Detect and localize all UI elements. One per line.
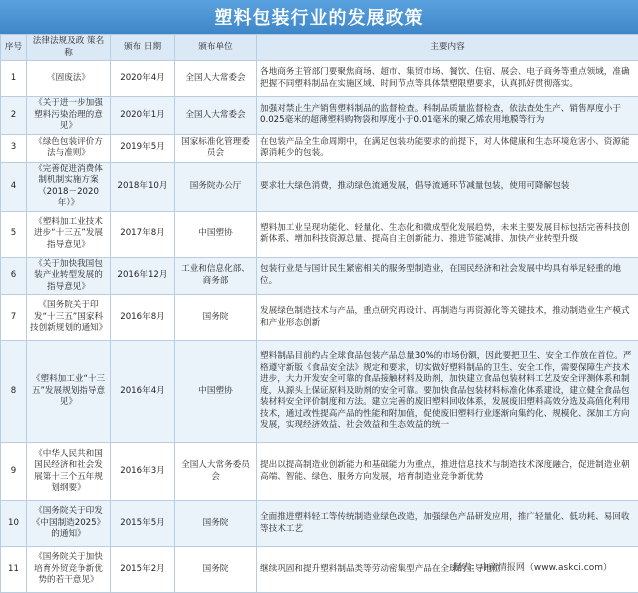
row-date: 2019年5月 [111,134,175,162]
table-row [1,295,638,341]
page-title: 塑料包装行业的发展政策 [215,4,424,30]
table-row [1,257,638,295]
table-row [1,134,638,162]
row-date: 2015年2月 [111,547,175,593]
row-content: 全面推进塑料轻工等传统制造业绿色改造，加强绿色产品研发应用，推广轻量化、低功耗、易回收等技术工艺 [257,501,638,547]
row-content: 发展绿色制造技术与产品，重点研究再设计、再制造与再资源化等关键技术，推动制造业生产模式和产业形态创新 [257,295,638,341]
header-no: 序号 [1,35,27,61]
row-no: 7 [1,295,27,341]
row-unit: 国务院 [175,295,257,341]
row-name: 《国务院关于印发《中国制造2025》的通知》 [27,501,111,547]
row-no: 11 [1,547,27,593]
row-content: 加强对禁止生产销售塑料制品的监督检查。科制品质量监督检查，依法查处生产、销售厚度小于0.025毫米的超薄塑料购物袋和厚度小于0.01毫米的聚乙烯农用地膜等行为 [257,97,638,135]
row-unit: 工业和信息化部、商务部 [175,257,257,295]
row-unit: 全国人大常务委员会 [175,443,257,501]
table-row [1,341,638,443]
row-unit: 国务院 [175,547,257,593]
row-name: 《国务院关于印发“十三五”国家科技创新规划的通知》 [27,295,111,341]
row-content: 塑料制品目前约占全球食品包装产品总量30%的市场份额，因此要把卫生、安全工作放在首位。严格遵守新版《食品安全法》规定和要求，切实做好塑料制品的卫生、安全工作，需要保障生产技术进步，大力开发安全可靠的食品接触材料及助剂，加快建立食品包装材料工艺及安全评测体系和制度，从源头上保证原料及助剂的安全可靠。要加快食品包装材料标准化体系建设，建立健全食品包装材料安全评价制度和方法。建立完善的废旧塑料回收体系，发展废旧塑料高效分选及高值化利用技术，通过改性提高产品的性能和附加值，促使废旧塑料行业逐渐向集约化、规模化、深加工方向发展，实现经济效益、社会效益和生态效益的统一 [257,341,638,443]
row-name: 《完善促进消费体制机制实施方案（2018－2020年）》 [27,162,111,211]
header-unit: 颁布单位 [175,35,257,61]
row-name: 《塑料加工业“十三五”发展规划指导意见》 [27,341,111,443]
row-name: 《关于加快我国包装产业转型发展的指导意见》 [27,257,111,295]
row-date: 2017年8月 [111,211,175,257]
table-header-row [1,35,638,61]
row-content: 塑料加工业呈现功能化、轻量化、生态化和微成型化发展趋势，未来主要发展目标包括完善科技创新体系、增加科技资源总量、提高自主创新能力、推进节能减排、加快产业转型升级 [257,211,638,257]
policy-table [0,34,638,593]
row-unit: 全国人大常委会 [175,97,257,135]
row-unit: 中国塑协 [175,341,257,443]
row-name: 《关于进一步加强塑料污染治理的意见》 [27,97,111,135]
row-name: 《绿色包装评价方法与准则》 [27,134,111,162]
row-no: 1 [1,61,27,97]
row-date: 2016年4月 [111,341,175,443]
table-row [1,162,638,211]
row-unit: 全国人大常委会 [175,61,257,97]
row-content: 在包装产品全生命周期中，在满足包装功能要求的前提下，对人体健康和生态环境危害小、资源能源消耗少的包装。 [257,134,638,162]
table-row [1,501,638,547]
row-no: 6 [1,257,27,295]
row-unit: 国家标准化管理委员会 [175,134,257,162]
row-date: 2016年3月 [111,443,175,501]
header-name: 法律法规及政 策名称 [27,35,111,61]
row-content: 各地商务主管部门要聚焦商场、超市、集贸市场、餐饮、住宿、展会、电子商务等重点领域，准确把握不同塑料制品在实施区域、时间节点等具体禁塑限塑要求，认真抓好贯彻落实。 [257,61,638,97]
source-note: 制表：中商情报网（www.askci.com） [453,560,612,573]
row-unit: 中国塑协 [175,211,257,257]
row-content: 提出以提高制造业创新能力和基础能力为重点，推进信息技术与制造技术深度融合，促进制造业朝高端、智能、绿色、服务方向发展，培育制造业竞争新优势 [257,443,638,501]
row-no: 2 [1,97,27,135]
row-date: 2015年5月 [111,501,175,547]
row-content: 包装行业是与国计民生紧密相关的服务型制造业，在国民经济和社会发展中均具有举足轻重的地位。 [257,257,638,295]
title-bar [0,0,638,34]
row-name: 《国务院关于加快培育外贸竞争新优势的若干意见》 [27,547,111,593]
table-row [1,61,638,97]
row-unit: 国务院 [175,501,257,547]
table-row [1,211,638,257]
row-date: 2020年1月 [111,97,175,135]
row-name: 《塑料加工业技术进步“十三五”发展指导意见》 [27,211,111,257]
row-name: 《固废法》 [27,61,111,97]
row-date: 2018年10月 [111,162,175,211]
row-content: 继续巩固和提升塑料制品类等劳动密集型产品在全球的主导地位 [257,547,638,593]
row-unit: 国务院办公厅 [175,162,257,211]
row-date: 2020年4月 [111,61,175,97]
row-date: 2016年8月 [111,295,175,341]
table-row [1,443,638,501]
row-no: 8 [1,341,27,443]
row-no: 4 [1,162,27,211]
row-date: 2016年12月 [111,257,175,295]
header-content: 主要内容 [257,35,638,61]
row-no: 9 [1,443,27,501]
row-content: 要求壮大绿色消费，推动绿色流通发展，倡导流通环节减量包装，使用可降解包装 [257,162,638,211]
row-no: 5 [1,211,27,257]
header-date: 颁布 日期 [111,35,175,61]
row-no: 3 [1,134,27,162]
row-name: 《中华人民共和国国民经济和社会发展第十三个五年规划纲要》 [27,443,111,501]
row-no: 10 [1,501,27,547]
table-row [1,97,638,135]
